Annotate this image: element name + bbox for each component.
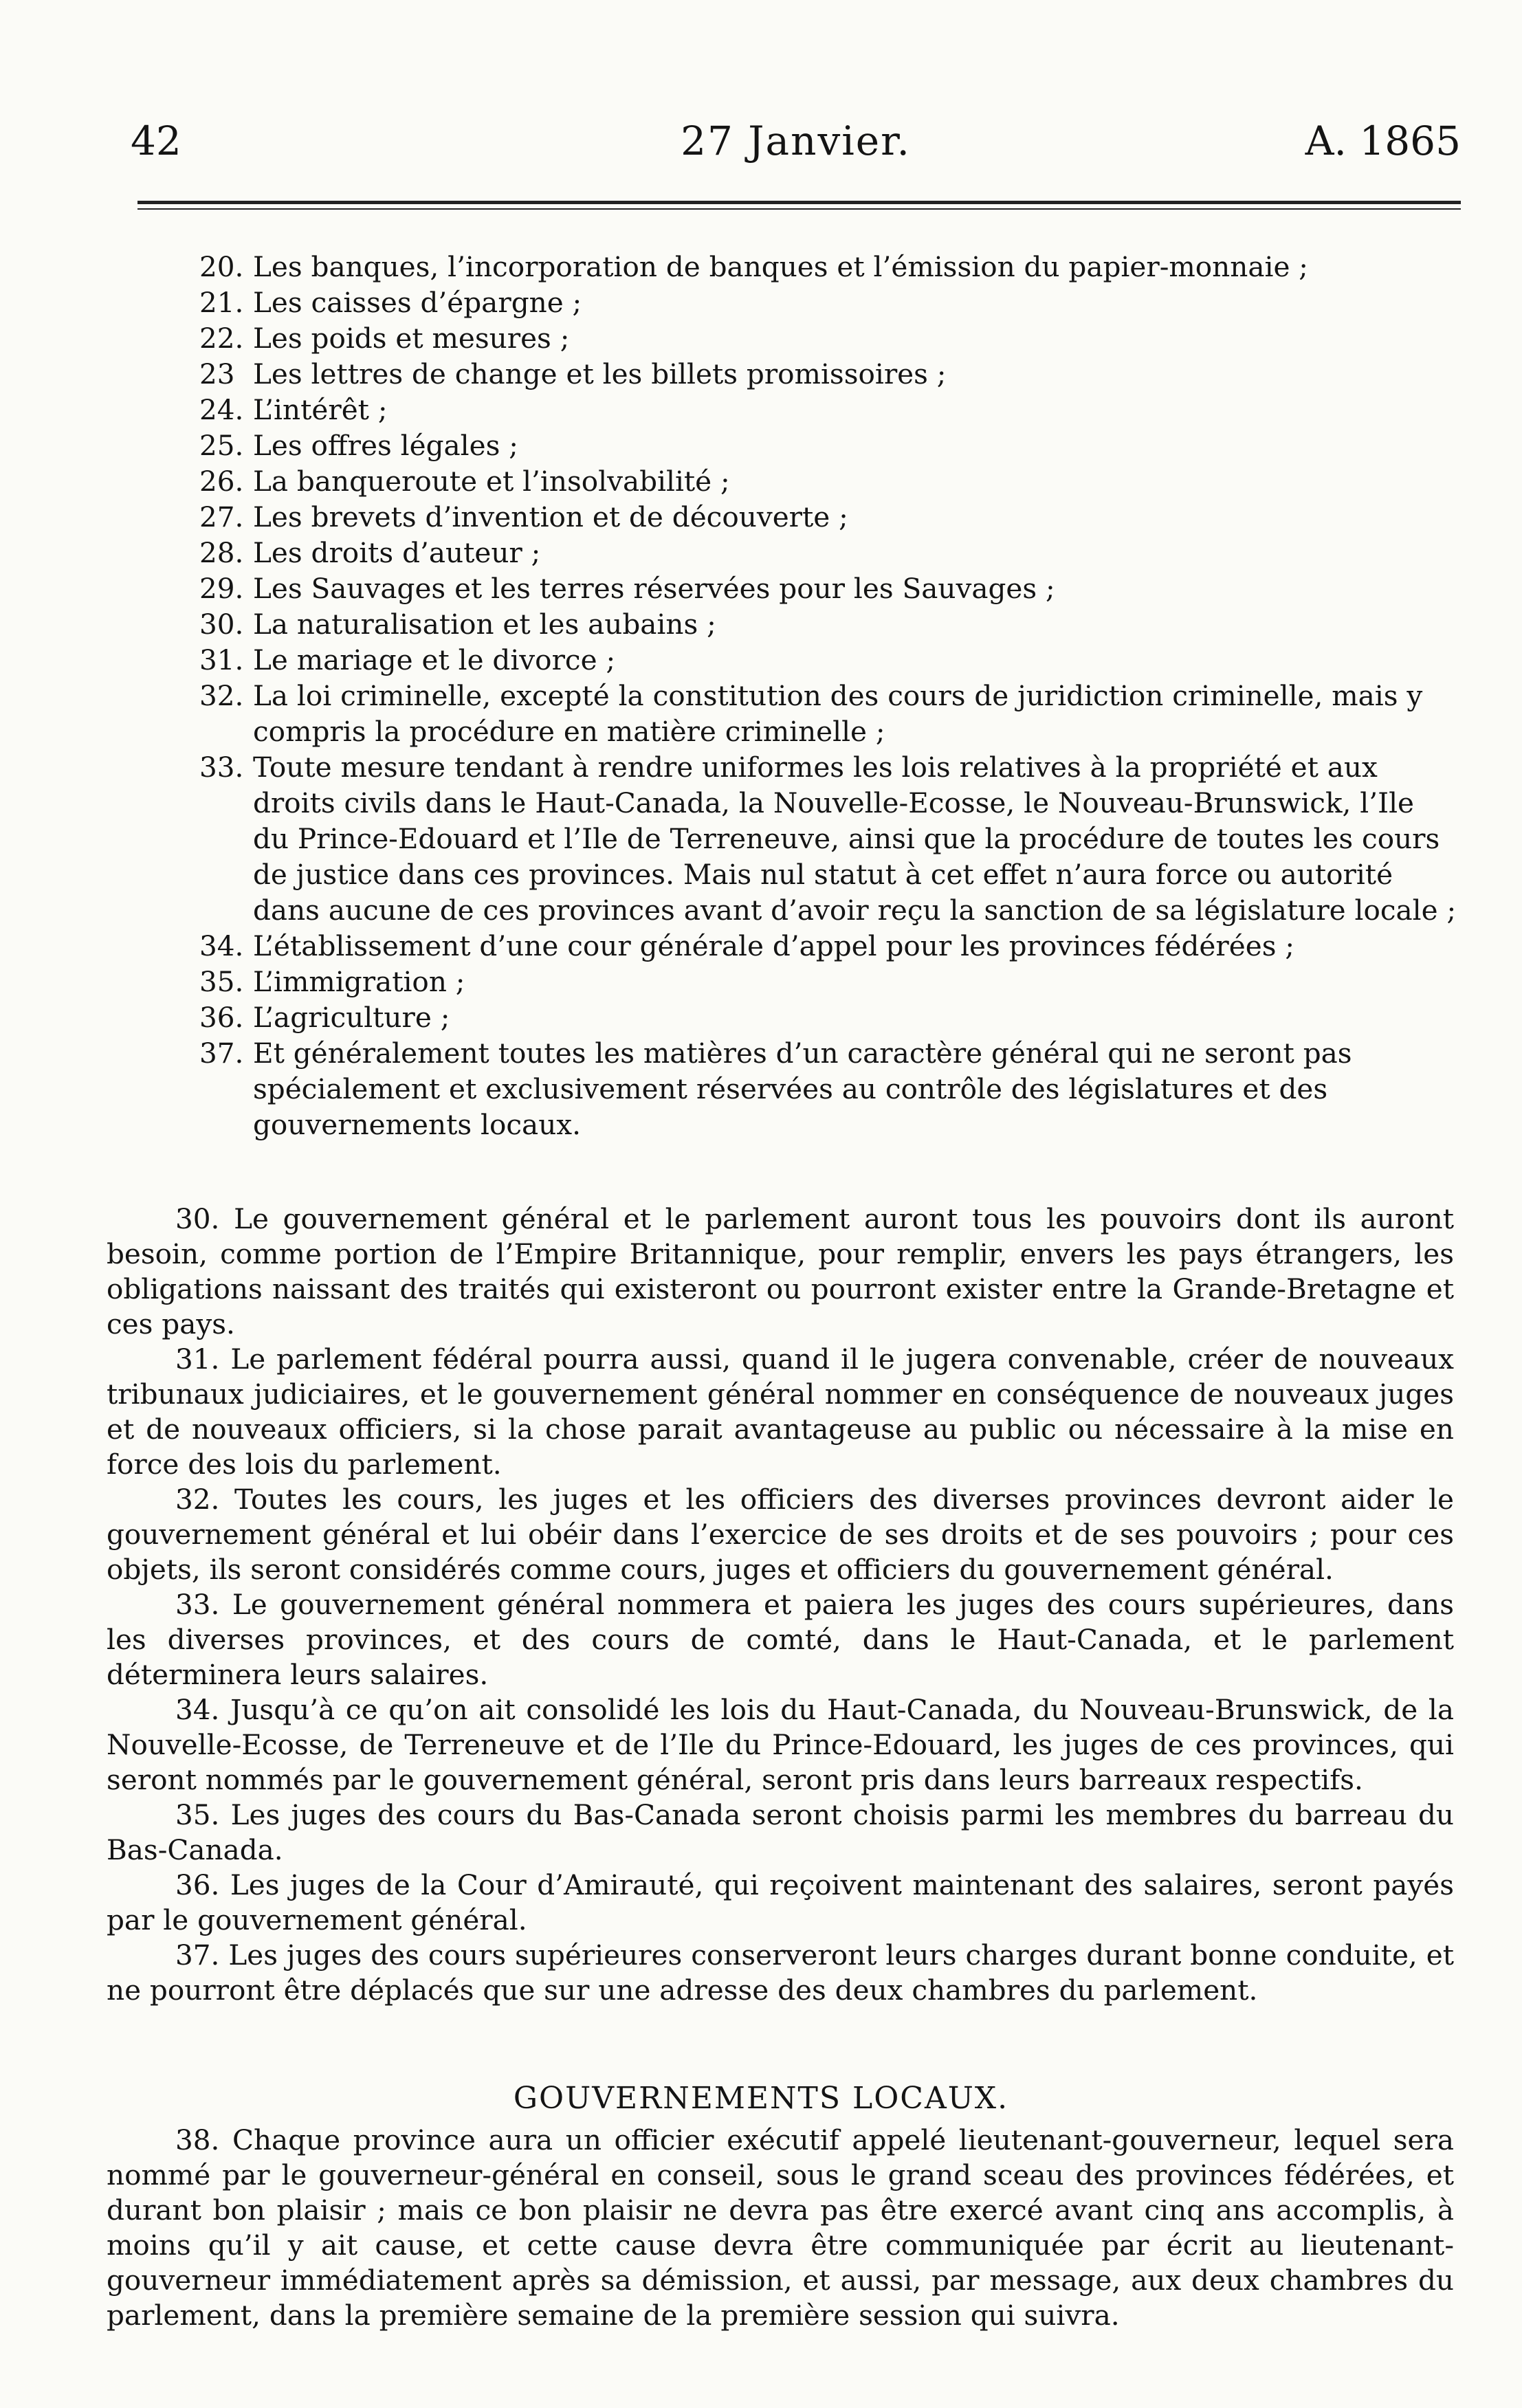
list-item <box>199 499 1457 535</box>
paragraph: 36. Les juges de la Cour d’Amirauté, qui reçoivent maintenant des salaires, seront payés par le gouvernement général. <box>107 1868 1454 1936</box>
list-item-number: 37. <box>199 1037 244 1070</box>
local-governments-body <box>107 2123 1454 2333</box>
running-title-date: 27 Janvier. <box>681 118 911 164</box>
page-header <box>131 113 1461 168</box>
list-item-number: 30. <box>199 608 244 641</box>
list-item-text: L’immigration ; <box>253 965 465 998</box>
list-item <box>199 964 1457 999</box>
list-item <box>199 749 1457 928</box>
list-item <box>199 320 1457 356</box>
header-rule-thick <box>137 201 1461 204</box>
list-item-text: Les lettres de change et les billets promissoires ; <box>253 357 947 390</box>
list-item <box>199 463 1457 499</box>
paragraph: 37. Les juges des cours supérieures conserveront leurs charges durant bonne conduite, et ne pourront être déplacés que sur une adresse des deux chambres du parlement. <box>107 1938 1454 2007</box>
list-item-number: 31. <box>199 643 244 676</box>
list-item-number: 21. <box>199 286 244 319</box>
list-item <box>199 428 1457 463</box>
list-item-number: 29. <box>199 572 244 605</box>
paragraph: 33. Le gouvernement général nommera et paiera les juges des cours supérieures, dans les diverses provinces, et des cours de comté, dans le Haut-Canada, et le parlement déterminera leurs salaires. <box>107 1588 1454 1691</box>
list-item-number: 26. <box>199 465 244 498</box>
list-item-number: 25. <box>199 429 244 462</box>
list-item-number: 20. <box>199 250 244 283</box>
list-item <box>199 1035 1457 1142</box>
list-item-text: Les caisses d’épargne ; <box>253 286 582 319</box>
list-item <box>199 678 1457 749</box>
list-item-number: 23 <box>199 357 235 390</box>
list-item-number: 36. <box>199 1001 244 1034</box>
list-item-text: Les offres légales ; <box>253 429 518 462</box>
list-item-text: Toute mesure tendant à rendre uniformes les lois relatives à la propriété et aux droits civils dans le Haut-Canada, la Nouvelle-Ecosse, le Nouveau-Brunswick, l’Ile du Prince-Edouard et l’Ile de Terreneuve, ainsi que la procédure de toutes les cours de justice dans ces provinces. Mais nul statut à cet effet n’aura force ou autorité dans aucune de ces provinces avant d’avoir reçu la sanction de sa législature locale ; <box>253 751 1457 927</box>
list-item <box>199 392 1457 428</box>
list-item-text: L’établissement d’une cour générale d’appel pour les provinces fédérées ; <box>253 929 1294 962</box>
paragraph: 32. Toutes les cours, les juges et les officiers des diverses provinces devront aider le gouvernement général et lui obéir dans l’exercice de ses droits et de ses pouvoirs ; pour ces objets, ils seront considérés comme cours, juges et officiers du gouvernement général. <box>107 1483 1454 1586</box>
list-item-text: L’intérêt ; <box>253 393 388 426</box>
list-item-number: 28. <box>199 536 244 569</box>
list-item-text: La banqueroute et l’insolvabilité ; <box>253 465 730 498</box>
running-title-year: A. 1865 <box>1305 118 1461 164</box>
resolutions-body <box>107 1202 1454 2008</box>
list-item <box>199 356 1457 392</box>
list-item-text: Les Sauvages et les terres réservées pour les Sauvages ; <box>253 572 1055 605</box>
list-item <box>199 285 1457 320</box>
list-item-number: 34. <box>199 929 244 962</box>
paragraph: 38. Chaque province aura un officier exécutif appelé lieutenant-gouverneur, lequel sera nommé par le gouverneur-général en conseil, sous le grand sceau des provinces fédérées, et durant bon plaisir ; mais ce bon plaisir ne devra pas être exercé avant cinq ans accomplis, à moins qu’il y ait cause, et cette cause devra être communiquée par écrit au lieutenant-gouverneur immédiatement après sa démission, et aussi, par message, aux deux chambres du parlement, dans la première semaine de la première session qui suivra. <box>107 2123 1454 2332</box>
paragraph: 35. Les juges des cours du Bas-Canada seront choisis parmi les membres du barreau du Bas-Canada. <box>107 1798 1454 1866</box>
list-item-text: La naturalisation et les aubains ; <box>253 608 716 641</box>
paragraph: 34. Jusqu’à ce qu’on ait consolidé les lois du Haut-Canada, du Nouveau-Brunswick, de la Nouvelle-Ecosse, de Terreneuve et de l’Ile du Prince-Edouard, les juges de ces provinces, qui seront nommés par le gouvernement général, seront pris dans leurs barreaux respectifs. <box>107 1693 1454 1796</box>
list-item-number: 33. <box>199 751 244 784</box>
list-item-text: Les banques, l’incorporation de banques et l’émission du papier-monnaie ; <box>253 250 1308 283</box>
list-item <box>199 535 1457 571</box>
list-item-text: La loi criminelle, excepté la constitution des cours de juridiction criminelle, mais y compris la procédure en matière criminelle ; <box>253 679 1423 748</box>
paragraph: 31. Le parlement fédéral pourra aussi, quand il le jugera convenable, créer de nouveaux tribunaux judiciaires, et le gouvernement général nommer en conséquence de nouveaux juges et de nouveaux officiers, si la chose parait avantageuse au public ou nécessaire à la mise en force des lois du parlement. <box>107 1343 1454 1481</box>
list-item-text: Et généralement toutes les matières d’un caractère général qui ne seront pas spécialement et exclusivement réservées au contrôle des législatures et des gouvernements locaux. <box>253 1037 1352 1141</box>
page-number: 42 <box>131 118 181 164</box>
header-rule-thin <box>137 208 1461 210</box>
list-item-text: Les droits d’auteur ; <box>253 536 541 569</box>
list-item <box>199 571 1457 606</box>
list-item <box>199 928 1457 964</box>
list-item-number: 35. <box>199 965 244 998</box>
list-item-text: Les brevets d’invention et de découverte ; <box>253 500 848 533</box>
list-item <box>199 642 1457 678</box>
enumerated-powers-list <box>199 249 1457 1142</box>
paragraph: 30. Le gouvernement général et le parlement auront tous les pouvoirs dont ils auront besoin, comme portion de l’Empire Britannique, pour remplir, envers les pays étrangers, les obligations naissant des traités qui existeront ou pourront exister entre la Grande-Bretagne et ces pays. <box>107 1202 1454 1340</box>
list-item-text: Les poids et mesures ; <box>253 322 570 355</box>
list-item-number: 22. <box>199 322 244 355</box>
list-item <box>199 606 1457 642</box>
section-heading: GOUVERNEMENTS LOCAUX. <box>513 2081 1009 2116</box>
list-item-text: L’agriculture ; <box>253 1001 450 1034</box>
list-item-number: 24. <box>199 393 244 426</box>
list-item <box>199 999 1457 1035</box>
list-item-number: 32. <box>199 679 244 712</box>
list-item-text: Le mariage et le divorce ; <box>253 643 616 676</box>
list-item-number: 27. <box>199 500 244 533</box>
list-item <box>199 249 1457 285</box>
